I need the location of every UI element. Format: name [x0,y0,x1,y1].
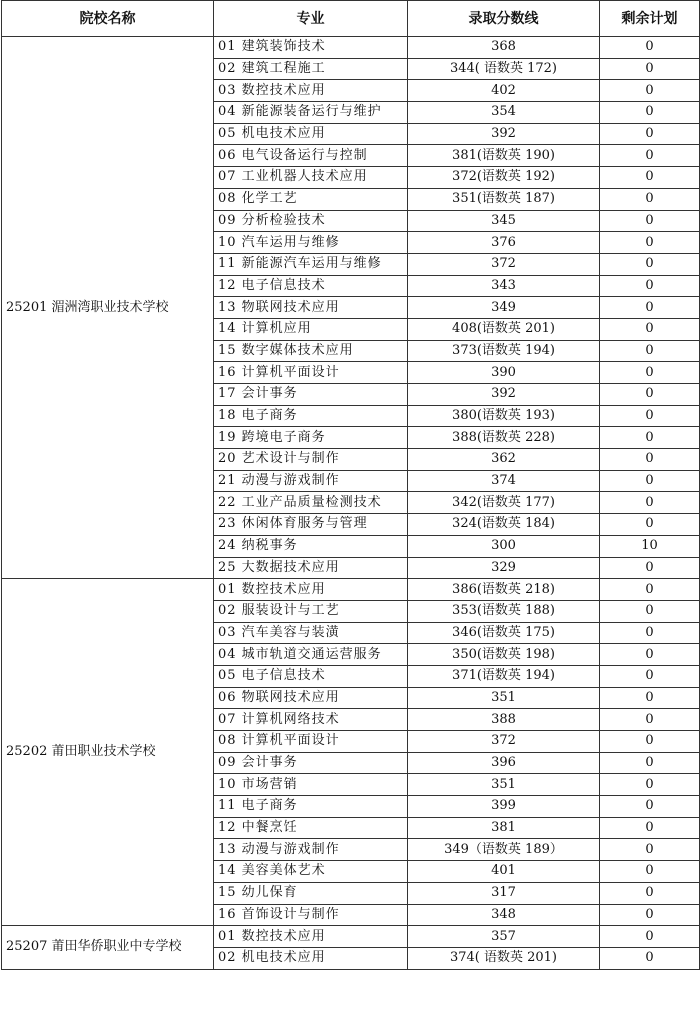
remaining-plan: 0 [600,318,700,340]
cutoff-score: 374( 语数英 201) [408,947,600,969]
major-name: 22 工业产品质量检测技术 [214,492,408,514]
remaining-plan: 0 [600,145,700,167]
remaining-plan: 0 [600,600,700,622]
remaining-plan: 0 [600,123,700,145]
school-name: 25201 湄洲湾职业技术学校 [2,37,214,579]
remaining-plan: 0 [600,449,700,471]
cutoff-score: 349 [408,297,600,319]
cutoff-score: 343 [408,275,600,297]
cutoff-score: 373(语数英 194) [408,340,600,362]
major-name: 12 中餐烹饪 [214,817,408,839]
major-name: 12 电子信息技术 [214,275,408,297]
major-name: 14 美容美体艺术 [214,861,408,883]
remaining-plan: 0 [600,796,700,818]
major-name: 07 工业机器人技术应用 [214,167,408,189]
cutoff-score: 408(语数英 201) [408,318,600,340]
cutoff-score: 402 [408,80,600,102]
cutoff-score: 371(语数英 194) [408,665,600,687]
remaining-plan: 0 [600,687,700,709]
cutoff-score: 381 [408,817,600,839]
remaining-plan: 0 [600,817,700,839]
cutoff-score: 357 [408,926,600,948]
cutoff-score: 300 [408,535,600,557]
cutoff-score: 362 [408,449,600,471]
remaining-plan: 0 [600,37,700,59]
header-remaining: 剩余计划 [600,1,700,37]
cutoff-score: 344( 语数英 172) [408,58,600,80]
remaining-plan: 0 [600,514,700,536]
cutoff-score: 342(语数英 177) [408,492,600,514]
table-row [2,926,700,948]
major-name: 05 电子信息技术 [214,665,408,687]
remaining-plan: 0 [600,362,700,384]
major-name: 13 动漫与游戏制作 [214,839,408,861]
remaining-plan: 0 [600,297,700,319]
remaining-plan: 0 [600,579,700,601]
remaining-plan: 0 [600,492,700,514]
remaining-plan: 0 [600,384,700,406]
major-name: 02 建筑工程施工 [214,58,408,80]
major-name: 04 新能源装备运行与维护 [214,102,408,124]
cutoff-score: 372 [408,253,600,275]
cutoff-score: 388(语数英 228) [408,427,600,449]
major-name: 21 动漫与游戏制作 [214,470,408,492]
major-name: 02 机电技术应用 [214,947,408,969]
cutoff-score: 368 [408,37,600,59]
remaining-plan: 0 [600,839,700,861]
major-name: 02 服装设计与工艺 [214,600,408,622]
remaining-plan: 0 [600,340,700,362]
remaining-plan: 0 [600,470,700,492]
cutoff-score: 345 [408,210,600,232]
major-name: 25 大数据技术应用 [214,557,408,579]
remaining-plan: 0 [600,644,700,666]
cutoff-score: 390 [408,362,600,384]
major-name: 01 建筑装饰技术 [214,37,408,59]
cutoff-score: 396 [408,752,600,774]
remaining-plan: 0 [600,904,700,926]
remaining-plan: 0 [600,926,700,948]
major-name: 23 休闲体育服务与管理 [214,514,408,536]
remaining-plan: 0 [600,167,700,189]
major-name: 14 计算机应用 [214,318,408,340]
cutoff-score: 388 [408,709,600,731]
major-name: 03 数控技术应用 [214,80,408,102]
remaining-plan: 0 [600,557,700,579]
major-name: 07 计算机网络技术 [214,709,408,731]
major-name: 24 纳税事务 [214,535,408,557]
major-name: 09 会计事务 [214,752,408,774]
cutoff-score: 399 [408,796,600,818]
cutoff-score: 350(语数英 198) [408,644,600,666]
remaining-plan: 0 [600,405,700,427]
remaining-plan: 0 [600,210,700,232]
major-name: 08 计算机平面设计 [214,731,408,753]
major-name: 06 电气设备运行与控制 [214,145,408,167]
major-name: 15 幼儿保育 [214,882,408,904]
cutoff-score: 353(语数英 188) [408,600,600,622]
remaining-plan: 0 [600,275,700,297]
cutoff-score: 374 [408,470,600,492]
cutoff-score: 392 [408,123,600,145]
major-name: 08 化学工艺 [214,188,408,210]
major-name: 20 艺术设计与制作 [214,449,408,471]
cutoff-score: 376 [408,232,600,254]
cutoff-score: 401 [408,861,600,883]
cutoff-score: 386(语数英 218) [408,579,600,601]
remaining-plan: 0 [600,709,700,731]
cutoff-score: 381(语数英 190) [408,145,600,167]
remaining-plan: 0 [600,188,700,210]
cutoff-score: 317 [408,882,600,904]
major-name: 09 分析检验技术 [214,210,408,232]
major-name: 11 电子商务 [214,796,408,818]
remaining-plan: 0 [600,947,700,969]
remaining-plan: 0 [600,882,700,904]
major-name: 11 新能源汽车运用与维修 [214,253,408,275]
cutoff-score: 351 [408,774,600,796]
cutoff-score: 351 [408,687,600,709]
major-name: 18 电子商务 [214,405,408,427]
major-name: 19 跨境电子商务 [214,427,408,449]
remaining-plan: 0 [600,774,700,796]
table-body [2,37,700,970]
cutoff-score: 354 [408,102,600,124]
remaining-plan: 0 [600,427,700,449]
remaining-plan: 0 [600,861,700,883]
major-name: 05 机电技术应用 [214,123,408,145]
major-name: 03 汽车美容与装潢 [214,622,408,644]
school-name: 25202 莆田职业技术学校 [2,579,214,926]
major-name: 04 城市轨道交通运营服务 [214,644,408,666]
remaining-plan: 0 [600,102,700,124]
cutoff-score: 380(语数英 193) [408,405,600,427]
remaining-plan: 10 [600,535,700,557]
cutoff-score: 392 [408,384,600,406]
major-name: 06 物联网技术应用 [214,687,408,709]
header-score: 录取分数线 [408,1,600,37]
remaining-plan: 0 [600,80,700,102]
remaining-plan: 0 [600,58,700,80]
admission-table [1,0,700,970]
major-name: 10 市场营销 [214,774,408,796]
major-name: 17 会计事务 [214,384,408,406]
major-name: 01 数控技术应用 [214,926,408,948]
remaining-plan: 0 [600,665,700,687]
major-name: 13 物联网技术应用 [214,297,408,319]
remaining-plan: 0 [600,752,700,774]
remaining-plan: 0 [600,232,700,254]
major-name: 01 数控技术应用 [214,579,408,601]
cutoff-score: 351(语数英 187) [408,188,600,210]
cutoff-score: 324(语数英 184) [408,514,600,536]
cutoff-score: 349（语数英 189） [408,839,600,861]
cutoff-score: 346(语数英 175) [408,622,600,644]
major-name: 10 汽车运用与维修 [214,232,408,254]
table-row [2,579,700,601]
cutoff-score: 348 [408,904,600,926]
table-row [2,37,700,59]
header-row [2,1,700,37]
cutoff-score: 372 [408,731,600,753]
school-name: 25207 莆田华侨职业中专学校 [2,926,214,969]
major-name: 16 计算机平面设计 [214,362,408,384]
major-name: 16 首饰设计与制作 [214,904,408,926]
header-school: 院校名称 [2,1,214,37]
header-major: 专业 [214,1,408,37]
remaining-plan: 0 [600,253,700,275]
cutoff-score: 329 [408,557,600,579]
remaining-plan: 0 [600,622,700,644]
cutoff-score: 372(语数英 192) [408,167,600,189]
major-name: 15 数字媒体技术应用 [214,340,408,362]
remaining-plan: 0 [600,731,700,753]
